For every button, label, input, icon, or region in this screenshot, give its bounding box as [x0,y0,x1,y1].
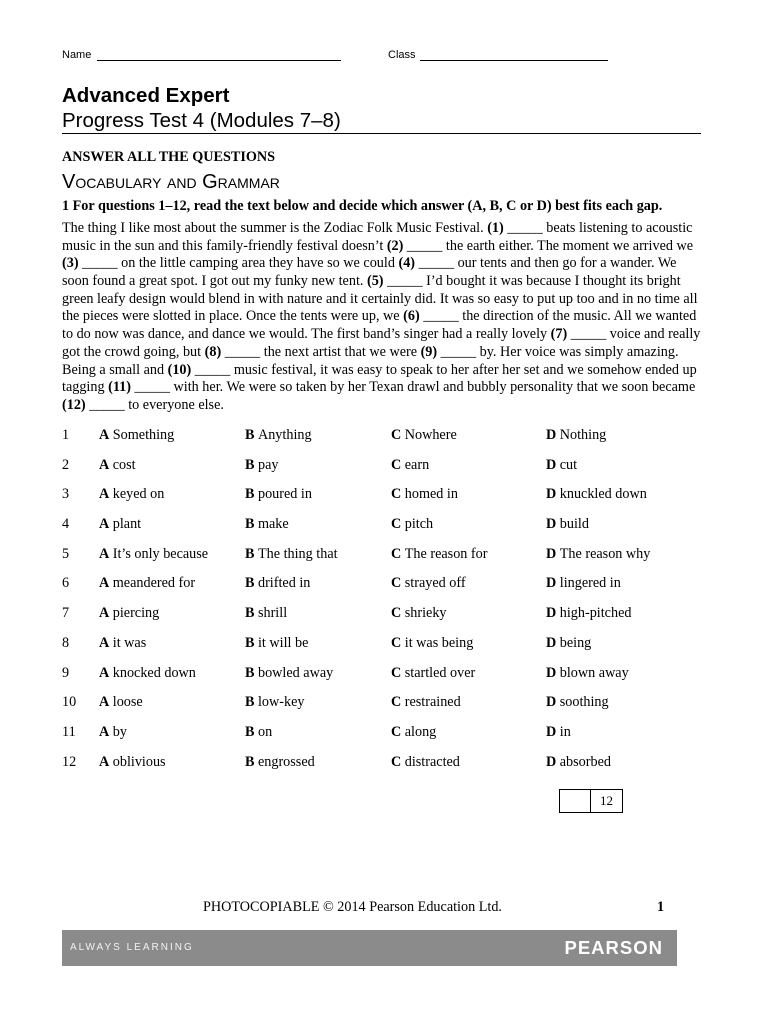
option-a [99,599,159,629]
option-letter: C [391,456,402,473]
option-text: oblivious [112,753,166,770]
option-text: it will be [257,634,309,651]
passage-text: The thing I like most about the summer is the Zodiac Folk Music Festival. [62,220,488,236]
option-text: Something [112,427,175,443]
option-c [391,540,487,570]
gap-number: (10) [167,361,192,378]
passage-text: the pieces were slotted in place. Once the tents were up, we [62,308,404,325]
option-a [99,629,146,659]
passage-line [62,326,700,344]
option-b [245,629,308,659]
option-text: earn [404,456,430,473]
option-text: knocked down [112,664,196,681]
passage-text: _____ I’d bought it was because I thought its bright [383,273,681,290]
option-b [245,599,287,629]
gap-number: (5) [366,273,384,290]
option-letter: A [99,427,110,443]
course-title: Advanced Expert [62,84,230,107]
option-letter: B [245,486,255,503]
passage-line [62,379,700,397]
option-text: poured in [257,486,312,503]
option-letter: D [546,575,557,592]
question-row [62,569,702,599]
option-text: piercing [112,605,160,622]
option-letter: C [391,753,402,770]
option-b [245,480,312,510]
option-letter: A [99,545,110,562]
option-text: it was being [404,634,474,651]
option-b [245,540,338,570]
option-b [245,451,278,481]
gap-number: (9) [420,343,438,360]
option-c [391,688,461,718]
option-b [245,510,289,540]
copyright-notice: PHOTOCOPIABLE © 2014 Pearson Education Ltd. [203,899,502,915]
option-letter: A [99,664,110,681]
option-text: Nowhere [404,427,457,443]
option-a [99,659,196,689]
option-c [391,629,473,659]
option-text: cut [559,456,578,473]
passage-text: _____ our tents and then go for a wander. We [415,255,677,272]
question-row [62,748,702,778]
option-b [245,718,272,748]
option-text: by [112,723,127,740]
option-text: on [257,723,273,740]
passage-line [62,344,700,362]
option-d [546,540,650,570]
option-text: blown away [559,664,629,681]
option-letter: A [99,456,110,473]
option-text: distracted [404,753,460,770]
passage-text: to do now was dance, and dance we would. The first band’s singer had a really lovely [62,326,551,343]
option-text: plant [112,516,142,533]
option-letter: D [546,753,557,770]
option-text: keyed on [112,486,165,503]
passage-line [62,291,700,309]
banner-tagline: ALWAYS LEARNING [70,942,194,953]
question-row [62,510,702,540]
footer-banner [62,930,677,966]
option-letter: B [245,605,255,622]
option-letter: C [391,427,402,443]
question-number: 10 [62,694,77,711]
option-c [391,510,433,540]
passage-text: _____ music festival, it was easy to speak to her after her set and we somehow ended up [191,361,697,378]
option-d [546,659,629,689]
option-text: bowled away [257,664,334,681]
option-c [391,718,436,748]
option-text: shrieky [404,605,447,622]
option-text: strayed off [404,575,466,592]
passage-text: tagging [62,379,109,396]
option-c [391,659,475,689]
option-a [99,569,195,599]
option-text: low-key [257,694,305,711]
option-letter: D [546,723,557,740]
option-text: pay [257,456,279,473]
section-heading: Vocabulary and Grammar [62,171,280,193]
option-letter: C [391,664,402,681]
option-letter: B [245,723,255,740]
option-text: it was [112,634,147,651]
option-letter: D [546,545,557,562]
option-d [546,718,571,748]
gap-number: (8) [204,343,222,360]
option-text: meandered for [112,575,196,592]
option-text: It’s only because [112,545,209,562]
option-letter: D [546,605,557,622]
passage-text: music in the sun and this family-friendly festival doesn’t [62,237,387,254]
option-text: build [559,516,589,533]
option-letter: C [391,486,402,503]
option-letter: D [546,634,557,651]
option-text: The reason for [404,545,488,562]
option-text: knuckled down [559,486,647,503]
option-text: lingered in [559,575,621,592]
pearson-logo: PEARSON [564,937,663,958]
class-label: Class [388,49,416,61]
option-text: high-pitched [559,605,632,622]
option-letter: D [546,664,557,681]
option-text: make [257,516,289,533]
test-title: Progress Test 4 (Modules 7–8) [62,109,341,132]
option-letter: B [245,575,255,592]
passage-text: green leafy design would blend in with nature and it certainly did. It was so easy to put up too and in no time all [62,290,698,307]
gap-number: (3) [62,255,79,272]
option-letter: A [99,753,110,770]
question-row [62,540,702,570]
option-text: soothing [559,694,609,711]
question-number: 2 [62,456,70,473]
option-letter: C [391,723,402,740]
passage-text: soon found a great spot. I got out my funky new tent. [62,273,367,290]
option-a [99,718,127,748]
option-b [245,421,312,451]
option-letter: A [99,516,110,533]
option-a [99,480,164,510]
option-letter: B [245,456,255,473]
passage-text: _____ the direction of the music. All we wanted [419,308,697,325]
option-text: pitch [404,516,434,533]
option-a [99,421,174,451]
option-text: shrill [257,605,288,622]
option-letter: B [245,664,255,681]
question-number: 9 [62,664,70,681]
option-letter: B [245,516,255,533]
option-letter: A [99,723,110,740]
passage-line [62,238,700,256]
option-c [391,480,458,510]
option-b [245,569,310,599]
passage-text: _____ beats listening to acoustic [503,220,693,236]
passage-text: _____ by. Her voice was simply amazing. [437,343,679,360]
option-text: Nothing [559,427,607,443]
passage-line [62,255,700,273]
passage-line [62,220,700,238]
passage-text: _____ the next artist that we were [221,343,421,360]
question-number: 12 [62,753,77,770]
option-a [99,451,136,481]
option-a [99,510,141,540]
option-letter: C [391,516,402,533]
option-text: along [404,723,437,740]
option-text: engrossed [257,753,315,770]
option-d [546,748,611,778]
option-text: restrained [404,694,461,711]
passage-line [62,308,700,326]
question-number: 5 [62,545,70,562]
option-letter: D [546,516,557,533]
option-letter: B [245,694,255,711]
option-letter: D [546,486,557,503]
question-row [62,599,702,629]
option-letter: D [546,694,557,711]
option-letter: B [245,753,255,770]
question-row [62,688,702,718]
gap-number: (2) [386,237,404,254]
option-letter: C [391,634,402,651]
general-instruction: ANSWER ALL THE QUESTIONS [62,149,276,165]
passage-line [62,273,700,291]
option-text: Anything [257,427,312,443]
option-c [391,421,457,451]
passage-text: _____ with her. We were so taken by her Texan drawl and bubbly personality that we soon became [130,379,696,396]
score-box [559,789,623,813]
question-number: 8 [62,634,70,651]
option-a [99,748,166,778]
option-letter: C [391,545,402,562]
option-letter: A [99,575,110,592]
option-d [546,688,609,718]
score-total: 12 [600,793,613,808]
option-d [546,569,621,599]
option-letter: D [546,456,557,473]
option-b [245,659,333,689]
name-fill-line [97,60,341,61]
reading-passage [62,220,700,415]
passage-text: _____ voice and really [567,326,701,343]
passage-text: got the crowd going, but [62,343,205,360]
option-c [391,451,429,481]
option-c [391,569,466,599]
option-d [546,451,577,481]
option-d [546,629,591,659]
question-row [62,629,702,659]
option-a [99,540,208,570]
option-text: loose [112,694,143,711]
passage-line [62,397,700,415]
option-d [546,599,631,629]
option-letter: B [245,545,255,562]
gap-number: (11) [108,379,131,396]
passage-text: _____ the earth either. The moment we arrived we [403,237,694,254]
question-row [62,451,702,481]
option-letter: A [99,694,110,711]
option-text: cost [112,456,136,473]
option-text: drifted in [257,575,311,592]
question-number: 7 [62,605,70,622]
page-number: 1 [657,899,665,915]
option-letter: C [391,575,402,592]
passage-text: Being a small and [62,361,168,378]
passage-line [62,362,700,380]
gap-number: (7) [550,326,568,343]
question-number: 11 [62,723,76,740]
question-row [62,421,702,451]
answer-options-table [62,421,702,777]
question-row [62,480,702,510]
gap-number: (6) [403,308,420,325]
question-number: 3 [62,486,70,503]
question-number: 1 [62,427,70,443]
gap-number: (1) [487,220,504,236]
option-letter: B [245,634,255,651]
option-d [546,510,589,540]
class-fill-line [420,60,608,61]
question-number: 4 [62,516,70,533]
option-d [546,480,647,510]
option-b [245,748,315,778]
question-row [62,659,702,689]
gap-number: (4) [398,255,416,272]
option-letter: A [99,634,110,651]
option-d [546,421,606,451]
option-letter: A [99,605,110,622]
question-row [62,718,702,748]
score-mark-cell [560,790,591,812]
task-instruction: 1 For questions 1–12, read the text below and decide which answer (A, B, C or D) best fits each gap. [62,198,663,214]
option-c [391,599,447,629]
name-label: Name [62,49,92,61]
option-letter: A [99,486,110,503]
option-letter: B [245,427,255,443]
option-text: in [559,723,571,740]
option-text: The thing that [257,545,338,562]
option-letter: D [546,427,557,443]
option-text: absorbed [559,753,611,770]
gap-number: (12) [62,396,86,413]
title-divider [62,133,701,134]
passage-text: _____ to everyone else. [85,396,224,413]
option-letter: C [391,605,402,622]
option-text: being [559,634,592,651]
option-c [391,748,460,778]
option-text: The reason why [559,545,651,562]
passage-text: _____ on the little camping area they have so we could [78,255,399,272]
option-a [99,688,143,718]
option-b [245,688,304,718]
question-number: 6 [62,575,70,592]
option-letter: C [391,694,402,711]
option-text: startled over [404,664,476,681]
option-text: homed in [404,486,458,503]
